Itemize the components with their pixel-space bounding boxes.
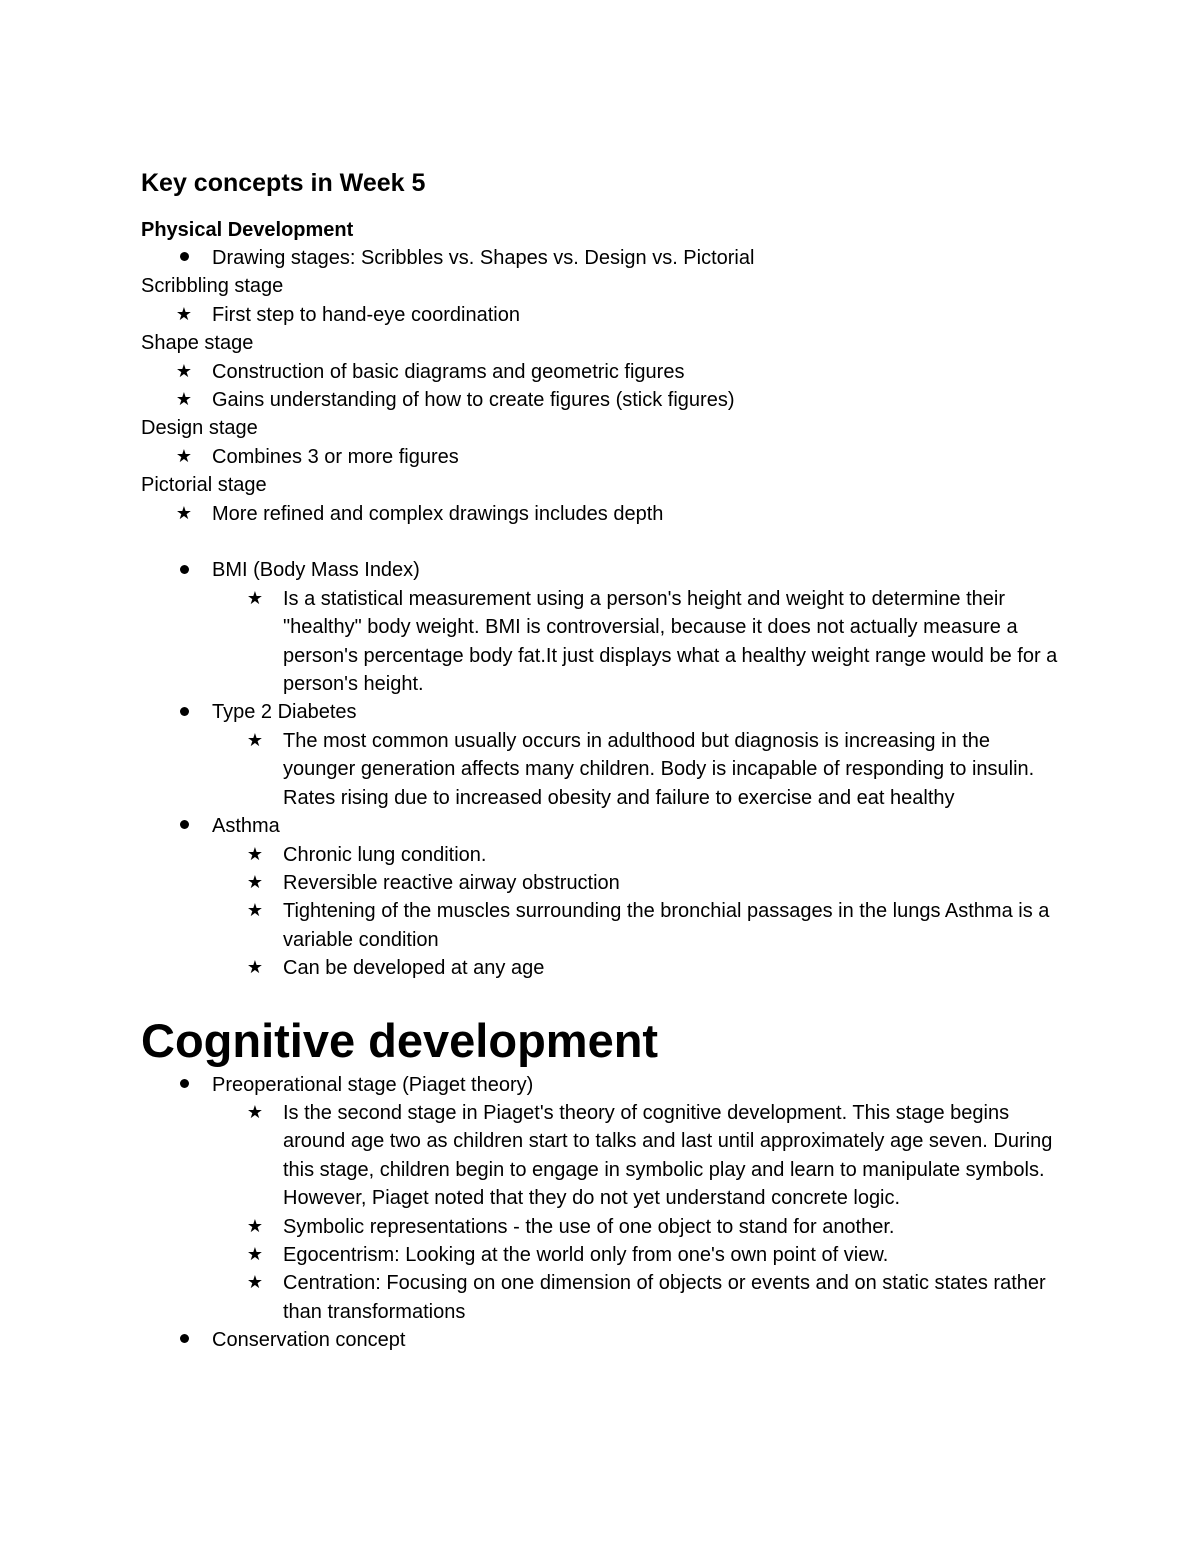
bullet-dot-icon — [169, 556, 199, 584]
star-bullet-icon: ★ — [175, 360, 193, 382]
star-bullet-icon: ★ — [246, 843, 264, 865]
list-item — [141, 1269, 1060, 1326]
list-item-text: Centration: Focusing on one dimension of objects or events and on static states rather than transformations — [283, 1272, 1046, 1323]
list-item-text: More refined and complex drawings includes depth — [212, 502, 664, 525]
scribbling-stage-label: Scribbling stage — [141, 275, 284, 298]
star-bullet-icon: ★ — [246, 1243, 264, 1265]
pictorial-stage-list — [141, 500, 1060, 528]
star-bullet-icon: ★ — [246, 1272, 264, 1294]
list-item-text: Symbolic representations - the use of one object to stand for another. — [283, 1215, 895, 1238]
bullet-dot-icon — [169, 698, 199, 726]
star-bullet-icon: ★ — [246, 900, 264, 922]
list-item-text: Is a statistical measurement using a person's height and weight to determine their "healthy" body weight. BMI is controversial, because it does not actually measure a person's percentage body fat.It just displays what a healthy weight range would be for a person's height. — [283, 587, 1058, 696]
preoperational-label: Preoperational stage (Piaget theory) — [212, 1073, 534, 1096]
shape-stage-label: Shape stage — [141, 332, 254, 355]
list-item-text: The most common usually occurs in adulthood but diagnosis is increasing in the younger generation affects many children. Body is incapable of responding to insulin. Rates rising due to increased obesity and failure to exercise and eat healthy — [283, 729, 1035, 809]
list-item — [141, 500, 1060, 528]
list-item — [141, 585, 1060, 699]
physical-development-heading: Physical Development — [141, 219, 354, 241]
list-item — [141, 1099, 1060, 1213]
list-item-text: First step to hand-eye coordination — [212, 303, 520, 326]
list-item-asthma — [141, 812, 1060, 840]
conservation-label: Conservation concept — [212, 1329, 406, 1352]
design-stage-list — [141, 443, 1060, 471]
drawing-stages-text: Drawing stages: Scribbles vs. Shapes vs. Design vs. Pictorial — [212, 247, 755, 269]
list-item-text: Egocentrism: Looking at the world only from one's own point of view. — [283, 1243, 889, 1266]
list-item-text: Can be developed at any age — [283, 957, 545, 980]
star-bullet-icon: ★ — [246, 729, 264, 751]
list-item — [141, 869, 1060, 897]
list-item — [141, 841, 1060, 869]
star-bullet-icon: ★ — [246, 957, 264, 979]
list-item-text: Construction of basic diagrams and geometric figures — [212, 360, 685, 383]
list-item — [141, 1213, 1060, 1241]
list-item-text: Combines 3 or more figures — [212, 445, 459, 468]
health-topics-list — [141, 556, 1060, 982]
star-bullet-icon: ★ — [246, 871, 264, 893]
list-item — [141, 386, 1060, 414]
star-bullet-icon: ★ — [175, 445, 193, 467]
star-bullet-icon: ★ — [175, 502, 193, 524]
design-stage-label: Design stage — [141, 417, 258, 440]
list-item — [141, 897, 1060, 954]
list-item — [141, 358, 1060, 386]
drawing-stages-list — [141, 244, 1060, 272]
asthma-label: Asthma — [212, 815, 280, 838]
bullet-dot-icon — [169, 244, 199, 272]
list-item — [141, 244, 1060, 272]
list-item-text: Chronic lung condition. — [283, 843, 487, 866]
list-item — [141, 443, 1060, 471]
diabetes-label: Type 2 Diabetes — [212, 701, 357, 724]
list-item-text: Gains understanding of how to create figures (stick figures) — [212, 389, 735, 412]
list-item-bmi — [141, 556, 1060, 584]
cognitive-list — [141, 1071, 1060, 1355]
pictorial-stage-label: Pictorial stage — [141, 474, 267, 497]
bullet-dot-icon — [169, 1071, 199, 1099]
list-item — [141, 1241, 1060, 1269]
list-item-conservation — [141, 1326, 1060, 1354]
document-title: Key concepts in Week 5 — [141, 169, 426, 197]
list-item — [141, 301, 1060, 329]
list-item-diabetes — [141, 698, 1060, 726]
list-item — [141, 727, 1060, 812]
list-item-text: Is the second stage in Piaget's theory of cognitive development. This stage begins around age two as children start to talks and last until approximately age seven. During this stage, children begin to engage in symbolic play and learn to manipulate symbols. However, Piaget noted that they do not yet understand concrete logic. — [283, 1101, 1053, 1210]
list-item — [141, 954, 1060, 982]
list-item-text: Tightening of the muscles surrounding the bronchial passages in the lungs Asthma is a variable condition — [283, 900, 1050, 951]
bullet-dot-icon — [169, 812, 199, 840]
star-bullet-icon: ★ — [246, 587, 264, 609]
blank-line — [141, 528, 1060, 556]
bullet-dot-icon — [169, 1326, 199, 1354]
list-item-preoperational — [141, 1071, 1060, 1099]
star-bullet-icon: ★ — [175, 389, 193, 411]
bmi-label: BMI (Body Mass Index) — [212, 559, 420, 582]
star-bullet-icon: ★ — [175, 303, 193, 325]
scribbling-stage-list — [141, 301, 1060, 329]
shape-stage-list — [141, 358, 1060, 415]
list-item-text: Reversible reactive airway obstruction — [283, 871, 620, 894]
star-bullet-icon: ★ — [246, 1215, 264, 1237]
cognitive-development-heading: Cognitive development — [141, 1013, 659, 1067]
star-bullet-icon: ★ — [246, 1101, 264, 1123]
